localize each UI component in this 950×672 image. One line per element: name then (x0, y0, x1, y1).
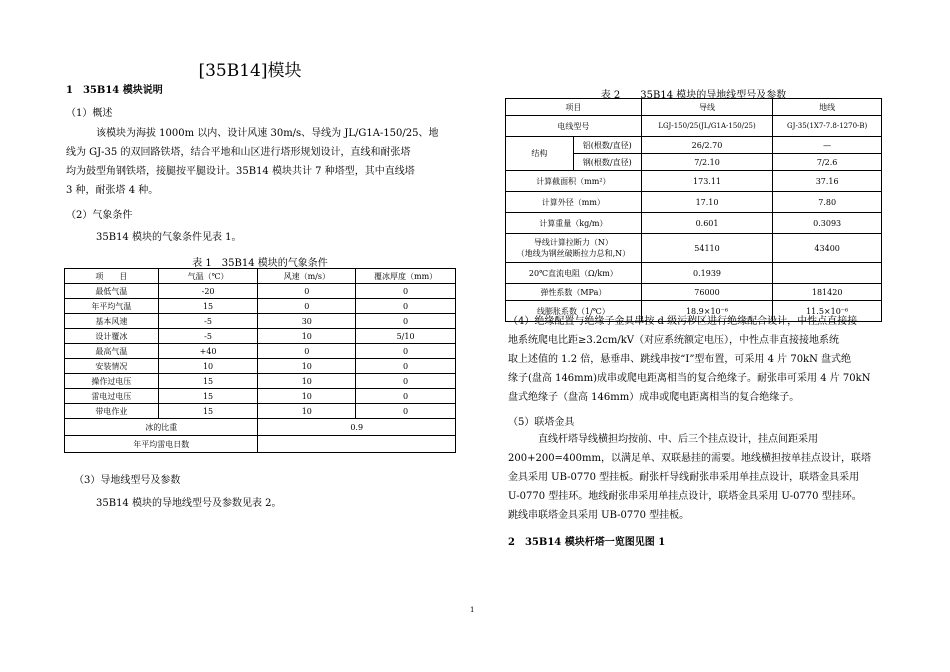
table-cell: 钢(根数/直径) (573, 154, 641, 171)
section3-heading: （3）导地线型号及参数 (74, 475, 181, 486)
table-cell: 年平均雷电日数 (65, 436, 258, 453)
table-header: 项 目 (65, 269, 159, 284)
table-cell (773, 263, 882, 284)
table-cell: 10 (258, 359, 356, 374)
table-header-row (65, 269, 456, 284)
fittings-line: 直线杆塔导线横担均按前、中、后三个挂点设计，挂点间距采用 (538, 434, 818, 445)
breaking-label-line: 导线计算拉断力（N） (533, 238, 613, 247)
table-row (506, 234, 882, 263)
table1-caption: 表 1 35B14 模块的气象条件 (192, 258, 328, 269)
table-cell: 10 (258, 389, 356, 404)
table-row (65, 404, 456, 419)
table-cell: 最高气温 (65, 344, 159, 359)
fittings-paragraph (508, 430, 892, 525)
weather-heading: （2）气象条件 (66, 210, 133, 221)
table-cell: 11.5×10⁻⁶ (773, 301, 882, 322)
table-cell: -5 (158, 329, 258, 344)
table-cell: 计算外径（mm） (506, 192, 642, 213)
insulation-line: 盘式绝缘子（盘高 146mm）成串或爬电距离相当的复合绝缘子。 (508, 392, 800, 403)
section2-heading: 2 35B14 模块杆塔一览图见图 1 (508, 537, 666, 548)
table-cell: 7/2.10 (641, 154, 773, 171)
table-row (506, 116, 882, 137)
table-cell: 20℃直流电阻（Ω/km） (506, 263, 642, 284)
table-cell: 181420 (773, 284, 882, 301)
table-cell: 0 (258, 284, 356, 299)
table-cell: 0 (356, 404, 456, 419)
table-header: 导线 (641, 99, 773, 116)
table-cell: 0.3093 (773, 213, 882, 234)
insulation-line: （4）绝缘配置与绝缘子金具串按 d 级污秽区进行绝缘配合设计，中性点直接接 (508, 316, 858, 327)
section1-heading: 1 35B14 模块说明 (66, 85, 163, 96)
table-row (506, 137, 882, 154)
table-cell: 0.1939 (641, 263, 773, 284)
table-cell: 雷电过电压 (65, 389, 159, 404)
table-row (65, 389, 456, 404)
insulation-paragraph (508, 312, 892, 407)
table-row (65, 419, 456, 436)
table-cell: 弹性系数（MPa） (506, 284, 642, 301)
table-header: 项目 (506, 99, 642, 116)
insulation-line: 取上述值的 1.2 倍，悬垂串、跳线串按“I”型布置，可采用 4 片 70kN 盘式绝 (508, 354, 852, 365)
table-cell: 0 (258, 344, 356, 359)
table-cell: 最低气温 (65, 284, 159, 299)
table-cell: 54110 (641, 234, 773, 263)
table-cell: — (773, 137, 882, 154)
table-cell: 铝(根数/直径) (573, 137, 641, 154)
table-row (65, 284, 456, 299)
table2-caption: 表 2 35B14 模块的导地线型号及参数 (600, 90, 787, 101)
table-cell: 0 (356, 299, 456, 314)
table-header-row (506, 99, 882, 116)
table-cell: 0.9 (258, 419, 456, 436)
table-cell: 0 (356, 359, 456, 374)
table-cell: 带电作业 (65, 404, 159, 419)
table-row (506, 284, 882, 301)
section3-text: 35B14 模块的导地线型号及参数见表 2。 (96, 498, 282, 509)
overview-line: 该模块为海拔 1000m 以内、设计风速 30m/s、导线为 JL/G1A-150/25、地 (96, 128, 439, 139)
table-cell: 0 (356, 284, 456, 299)
table-header: 地线 (773, 99, 882, 116)
overview-line: 均为鼓型角钢铁塔，接腿按平腿设计。35B14 模块共计 7 种塔型，其中直线塔 (66, 166, 415, 177)
table-row (506, 171, 882, 192)
table-header: 风速（m/s） (258, 269, 356, 284)
table-cell: 26/2.70 (641, 137, 773, 154)
table-row (65, 299, 456, 314)
table-header: 气温（℃） (158, 269, 258, 284)
page-title: [35B14]模块 (198, 61, 302, 81)
table-cell (506, 234, 642, 263)
table-row (65, 359, 456, 374)
table-cell: 0 (258, 299, 356, 314)
overview-line: 3 种，耐张塔 4 种。 (66, 185, 159, 196)
fittings-line: 金具采用 UB-0770 型挂板。耐张杆导线耐张串采用单挂点设计，联塔金具采用 (508, 472, 860, 483)
breaking-label-line: （地线为钢丝破断拉力总和,N） (516, 249, 631, 258)
table-cell: +40 (158, 344, 258, 359)
table-cell: 计算截面积（mm²） (506, 171, 642, 192)
table-row (506, 263, 882, 284)
weather-table (64, 268, 456, 453)
table-row (65, 374, 456, 389)
table-cell: 结构 (506, 137, 574, 171)
insulation-line: 缘子(盘高 146mm)成串或爬电距离相当的复合绝缘子。耐张串可采用 4 片 70kN (508, 373, 871, 384)
fittings-line: 200+200=400mm，以满足单、双联悬挂的需要。地线横担按单挂点设计，联塔 (508, 453, 871, 464)
table-cell: LGJ-150/25(JL/G1A-150/25) (641, 116, 773, 137)
table-cell: 0 (356, 374, 456, 389)
overview-paragraph (66, 124, 458, 200)
table-cell: 173.11 (641, 171, 773, 192)
table-cell: 安装情况 (65, 359, 159, 374)
insulation-line: 地系统爬电比距≥3.2cm/kV（对应系统额定电压），中性点非直接接地系统 (508, 335, 840, 346)
table-cell: 线膨胀系数（1/℃） (506, 301, 642, 322)
table-cell: 7/2.6 (773, 154, 882, 171)
table-cell: 43400 (773, 234, 882, 263)
table-row (65, 344, 456, 359)
table-row (65, 314, 456, 329)
table-row (65, 329, 456, 344)
table-cell (258, 436, 456, 453)
table-cell: 电线型号 (506, 116, 642, 137)
table-cell: 计算重量（kg/m） (506, 213, 642, 234)
page-number: 1 (470, 606, 475, 614)
table-cell: 冰的比重 (65, 419, 258, 436)
table-cell: 76000 (641, 284, 773, 301)
table-cell: 5/10 (356, 329, 456, 344)
table-cell: 15 (158, 299, 258, 314)
overview-heading: （1）概述 (66, 108, 113, 119)
table-cell: 10 (158, 359, 258, 374)
table-row (65, 436, 456, 453)
table-row (506, 192, 882, 213)
table-cell: 0 (356, 344, 456, 359)
table-cell: 0 (356, 314, 456, 329)
table-cell: 7.80 (773, 192, 882, 213)
table-cell: 30 (258, 314, 356, 329)
table-cell: 37.16 (773, 171, 882, 192)
fittings-line: 跳线串联塔金具采用 UB-0770 型挂板。 (508, 510, 690, 521)
section5-heading: （5）联塔金具 (508, 417, 575, 428)
table-row (506, 213, 882, 234)
fittings-line: U-0770 型挂环。地线耐张串采用单挂点设计，联塔金具采用 U-0770 型挂环。 (508, 491, 862, 502)
table-cell: -5 (158, 314, 258, 329)
table-cell: 15 (158, 404, 258, 419)
table-cell: 18.9×10⁻⁶ (641, 301, 773, 322)
overview-line: 线为 GJ-35 的双回路铁塔，结合平地和山区进行塔形规划设计，直线和耐张塔 (66, 147, 411, 158)
table-cell: 基本风速 (65, 314, 159, 329)
conductor-table (505, 98, 882, 322)
table-cell: 15 (158, 389, 258, 404)
table-header: 覆冰厚度（mm） (356, 269, 456, 284)
table-cell: 10 (258, 374, 356, 389)
table-cell: 10 (258, 329, 356, 344)
table-cell: 0.601 (641, 213, 773, 234)
table-cell: 操作过电压 (65, 374, 159, 389)
table-cell: 0 (356, 389, 456, 404)
weather-text: 35B14 模块的气象条件见表 1。 (96, 232, 242, 243)
table-cell: 10 (258, 404, 356, 419)
table-cell: 设计覆冰 (65, 329, 159, 344)
table-cell: 15 (158, 374, 258, 389)
table-cell: GJ-35(1X7-7.8-1270-B) (773, 116, 882, 137)
table-cell: -20 (158, 284, 258, 299)
table-cell: 年平均气温 (65, 299, 159, 314)
table-cell: 17.10 (641, 192, 773, 213)
